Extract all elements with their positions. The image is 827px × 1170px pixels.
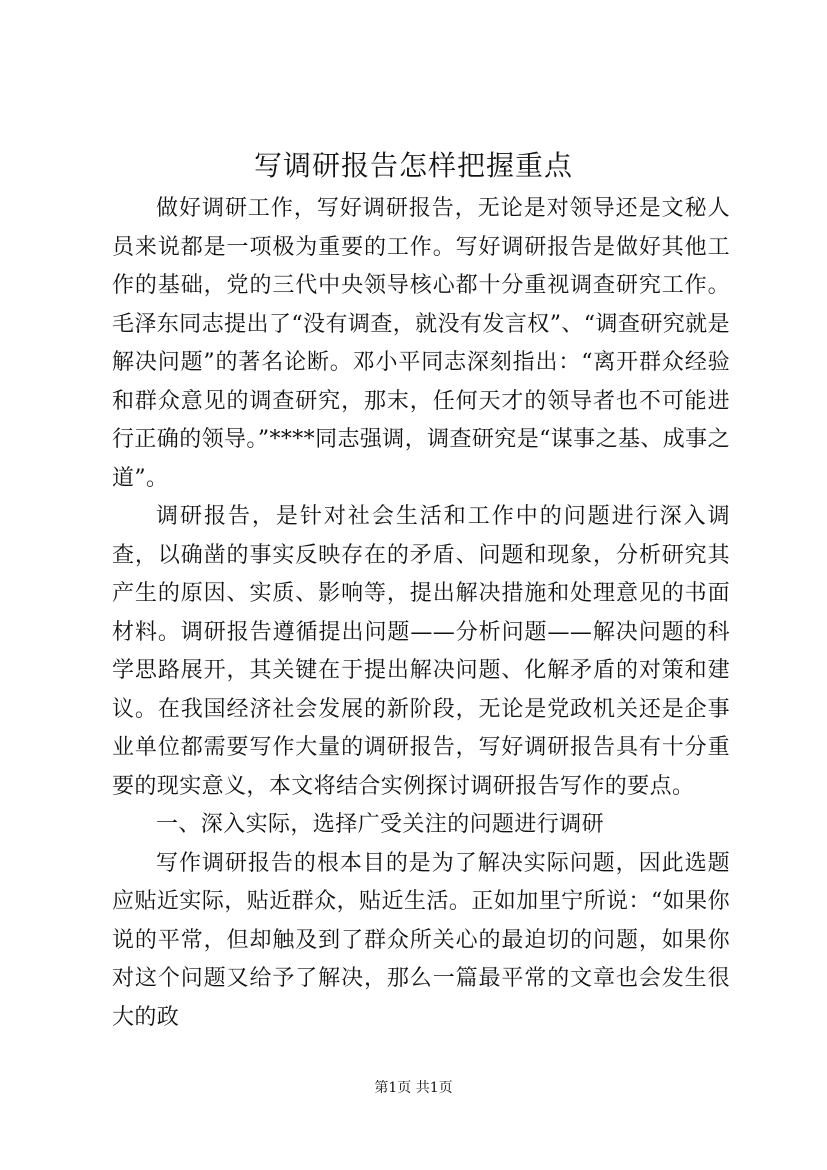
section-heading: 一、深入实际，选择广受关注的问题进行调研 (156, 812, 605, 837)
document-body (112, 190, 730, 1037)
paragraph-intro: 做好调研工作，写好调研报告，无论是对领导还是文秘人员来说都是一项极为重要的工作。写好调研报告是做好其他工作的基础，党的三代中央领导核心都十分重视调查研究工作。毛泽东同志提出了“没有调查，就没有发言权”、“调查研究就是解决问题”的著名论断。邓小平同志深刻指出：“离开群众经验和群众意见的调查研究，那末，任何天才的领导者也不可能进行正确的领导。”****同志强调，调查研究是“谋事之基、成事之道”。 (112, 196, 730, 491)
page-footer: 第1页 共1页 (374, 1080, 453, 1096)
paragraph-section-one: 写作调研报告的根本目的是为了解决实际问题，因此选题应贴近实际，贴近群众，贴近生活。正如加里宁所说：“如果你说的平常，但却触及到了群众所关心的最迫切的问题，如果你对这个问题又给予了解决，那么一篇最平常的文章也会发生很大的政 (112, 850, 730, 1030)
document-title: 写调研报告怎样把握重点 (253, 149, 573, 182)
paragraph-definition: 调研报告，是针对社会生活和工作中的问题进行深入调查，以确凿的事实反映存在的矛盾、问题和现象，分析研究其产生的原因、实质、影响等，提出解决措施和处理意见的书面材料。调研报告遵循提出问题——分析问题——解决问题的科学思路展开，其关键在于提出解决问题、化解矛盾的对策和建议。在我国经济社会发展的新阶段，无论是党政机关还是企事业单位都需要写作大量的调研报告，写好调研报告具有十分重要的现实意义，本文将结合实例探讨调研报告写作的要点。 (112, 504, 730, 799)
